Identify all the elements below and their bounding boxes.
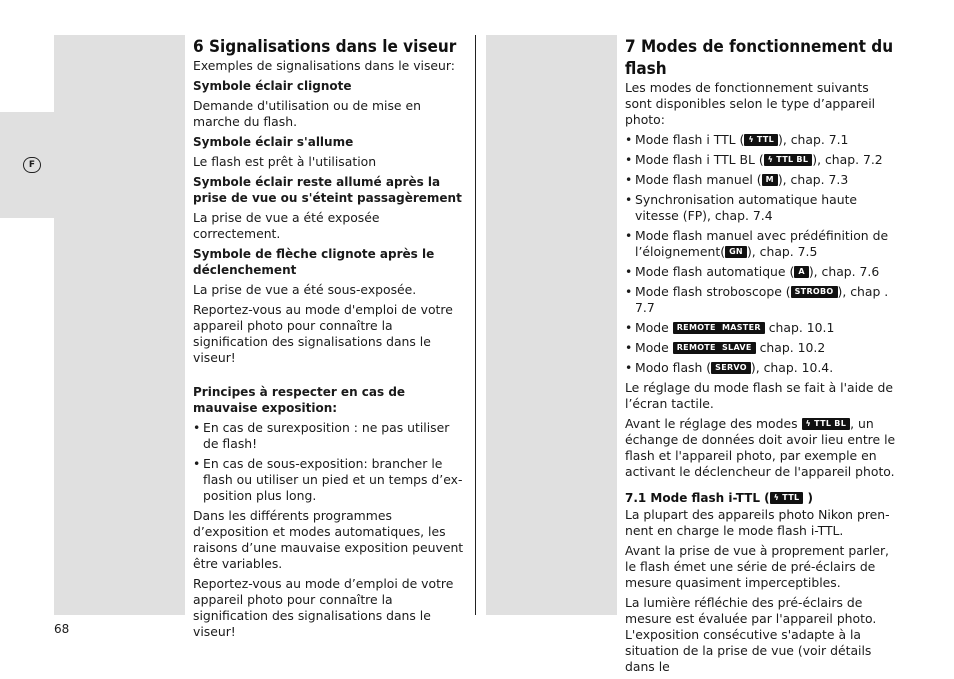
- left-column-divider: [475, 35, 476, 615]
- modes-intro: Les modes de fonctionnement suivants sont disponibles selon le type d’appareil photo:: [625, 80, 876, 127]
- list-item: • Mode flash stroboscope ( STROBO ), chap . 7.7: [625, 284, 897, 316]
- ttl-icon: ϟ TTL: [770, 492, 804, 504]
- list-item: • Mode flash i TTL BL ( ϟ TTL BL ), chap. 7.2: [625, 152, 897, 168]
- manual-mode-icon: M: [762, 174, 778, 186]
- subsection-paragraph-1: La plupart des appareils photo Nikon prennent en charge le mode flash i-TTL.: [625, 507, 890, 538]
- signal-heading-2: Symbole éclair s'allume: [193, 135, 354, 149]
- ttl-bl-paragraph: Avant le réglage des modes ϟ TTL BL , un échange de données doit avoir lieu entre le flash et l'appareil photo, par exemple en activant le déclencheur de l'appareil photo.: [625, 416, 896, 479]
- signal-text-1: Demande d'utilisation ou de mise en marche du flash.: [193, 98, 421, 129]
- subsection-7-1-title: 7.1 Mode flash i-TTL ( ϟ TTL ): [625, 491, 814, 505]
- list-item: • Synchronisation automatique haute vitesse (FP), chap. 7.4: [625, 192, 897, 224]
- list-item: • Mode REMOTE SLAVE chap. 10.2: [625, 340, 897, 356]
- servo-icon: SERVO: [711, 362, 751, 374]
- right-gray-column: [486, 35, 617, 615]
- signal-text-2: Le flash est prêt à l'utilisation: [193, 154, 377, 169]
- gn-icon: GN: [725, 246, 747, 258]
- subsection-paragraph-2: Avant la prise de vue à proprement parler, le flash émet une série de pré-éclairs de mesure quasiment imperceptibles.: [625, 543, 889, 590]
- list-item: • Mode REMOTE MASTER chap. 10.1: [625, 320, 897, 336]
- signal-text-4b: Reportez-vous au mode d'emploi de votre appareil photo pour connaître la signification des signalisations dans le viseur!: [193, 302, 453, 365]
- paragraph-1: Dans les différents programmes d’exposition et modes automatiques, les raisons d’une mauvaise exposition peuvent être variables.: [193, 508, 464, 571]
- paragraph-2: Reportez-vous au mode d’emploi de votre appareil photo pour connaître la signification des signalisations dans le viseur!: [193, 576, 454, 639]
- list-item: • Mode flash i TTL ( ϟ TTL ), chap. 7.1: [625, 132, 897, 148]
- strobo-icon: STROBO: [791, 286, 838, 298]
- signal-heading-4: Symbole de flèche clignote après le déclenchement: [193, 247, 435, 277]
- signal-text-3: La prise de vue a été exposée correctement.: [193, 210, 380, 241]
- page-number: 68: [54, 622, 70, 636]
- intro-text: Exemples de signalisations dans le viseur:: [193, 58, 455, 73]
- list-item: • Modo flash ( SERVO ), chap. 10.4.: [625, 360, 897, 376]
- exposure-list: [193, 420, 468, 504]
- language-badge: F: [23, 157, 41, 173]
- section-7-title: 7 Modes de fonctionnement du flash: [625, 37, 894, 79]
- section-6-title: 6 Signalisations dans le viseur: [193, 37, 457, 57]
- signal-text-4: La prise de vue a été sous-exposée.: [193, 282, 417, 297]
- ttl-bl-icon: ϟ TTL BL: [764, 154, 813, 166]
- list-item: • En cas de surexposition : ne pas utiliser de flash!: [193, 420, 468, 452]
- subsection-paragraph-3: La lumière réfléchie des pré-éclairs de mesure est évaluée par l'appareil photo. L'exposition consécutive s'adapte à la situation de la prise de vue (voir détails dans le: [625, 595, 877, 674]
- list-item: • Mode flash manuel ( M ), chap. 7.3: [625, 172, 897, 188]
- left-column: [193, 36, 468, 644]
- signal-heading-3: Symbole éclair reste allumé après la prise de vue ou s'éteint passagèrement: [193, 175, 462, 205]
- list-item: • Mode flash manuel avec prédéfinition de l’éloignement( GN ), chap. 7.5: [625, 228, 897, 260]
- list-item: • En cas de sous-exposition: brancher le flash ou utiliser un pied et un temps d’exposition plus long.: [193, 456, 468, 504]
- exposure-principles-heading: Principes à respecter en cas de mauvaise exposition:: [193, 385, 406, 415]
- auto-mode-icon: A: [794, 266, 809, 278]
- right-column: [625, 36, 897, 679]
- remote-master-icon: REMOTE MASTER: [673, 322, 765, 334]
- list-item: • Mode flash automatique ( A ), chap. 7.6: [625, 264, 897, 280]
- modes-list: [625, 132, 897, 376]
- signal-heading-1: Symbole éclair clignote: [193, 79, 352, 93]
- touch-paragraph: Le réglage du mode flash se fait à l'aide de l’écran tactile.: [625, 380, 893, 411]
- ttl-icon: ϟ TTL: [744, 134, 778, 146]
- remote-slave-icon: REMOTE SLAVE: [673, 342, 756, 354]
- ttl-bl-icon: ϟ TTL BL: [802, 418, 851, 430]
- left-gray-column: [54, 35, 185, 615]
